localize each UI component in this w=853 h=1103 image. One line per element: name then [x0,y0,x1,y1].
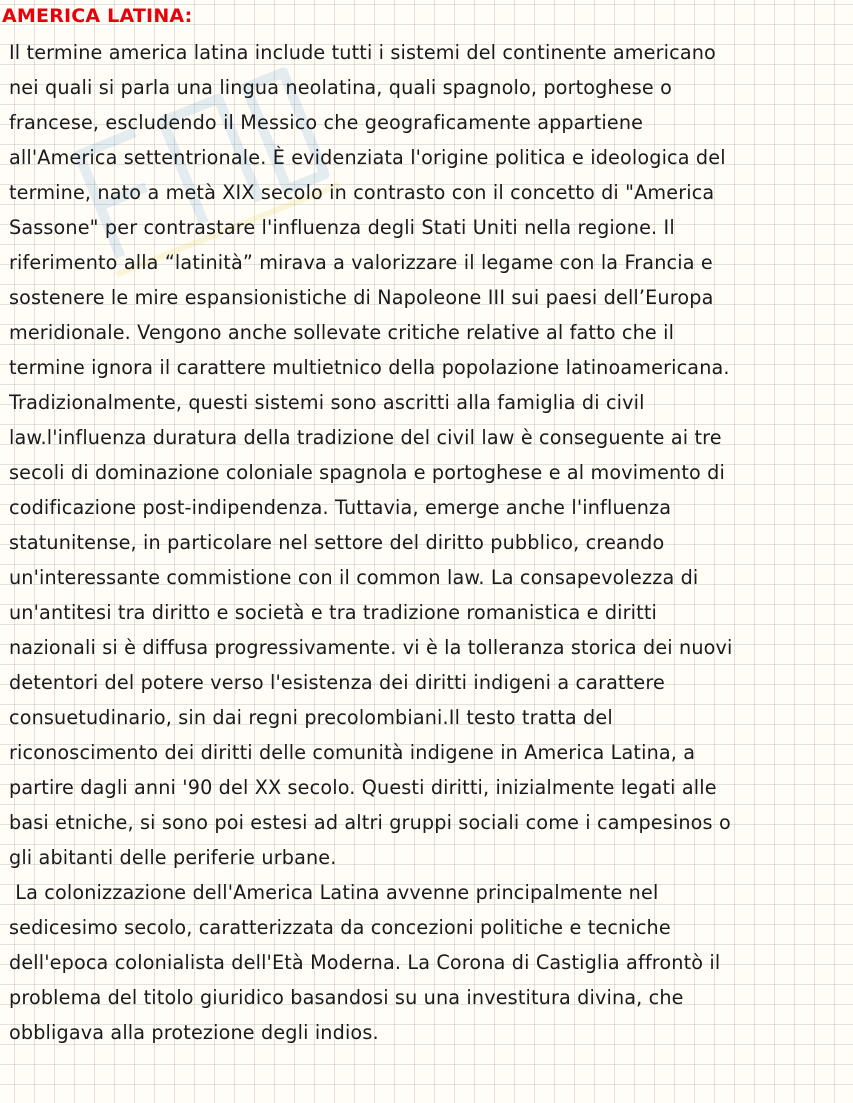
text-line: all'America settentrionale. È evidenziata l'origine politica e ideologica del [9,146,726,169]
text-line: termine ignora il carattere multietnico della popolazione latinoamericana. [9,356,730,379]
text-line: detentori del potere verso l'esistenza dei diritti indigeni a carattere [9,671,665,694]
text-line: secoli di dominazione coloniale spagnola e portoghese e al movimento di [9,461,725,484]
text-line: nei quali si parla una lingua neolatina, quali spagnolo, portoghese o [9,76,673,99]
text-line: obbligava alla protezione degli indios. [9,1021,379,1044]
text-line: meridionale. Vengono anche sollevate critiche relative al fatto che il [9,321,675,344]
text-line: codificazione post-indipendenza. Tuttavia, emerge anche l'influenza [9,496,672,519]
body-text [9,35,849,1050]
text-line: un'antitesi tra diritto e società e tra tradizione romanistica e diritti [9,601,657,624]
text-line: riferimento alla “latinità” mirava a valorizzare il legame con la Francia e [9,251,713,274]
text-line: Il termine america latina include tutti i sistemi del continente americano [9,41,716,64]
text-line: consuetudinario, sin dai regni precolombiani.Il testo tratta del [9,706,613,729]
text-line: sostenere le mire espansionistiche di Napoleone III sui paesi dell’Europa [9,286,714,309]
text-line: statunitense, in particolare nel settore del diritto pubblico, creando [9,531,665,554]
text-line: dell'epoca colonialista dell'Età Moderna. La Corona di Castiglia affrontò il [9,951,721,974]
text-line: partire dagli anni '90 del XX secolo. Questi diritti, inizialmente legati alle [9,776,717,799]
text-line: basi etniche, si sono poi estesi ad altri gruppi sociali come i campesinos o [9,811,731,834]
text-line: Tradizionalmente, questi sistemi sono ascritti alla famiglia di civil [9,391,645,414]
text-line: francese, escludendo il Messico che geograficamente appartiene [9,111,644,134]
text-line: un'interessante commistione con il common law. La consapevolezza di [9,566,699,589]
page-title: AMERICA LATINA: [2,5,193,27]
text-line: problema del titolo giuridico basandosi su una investitura divina, che [9,986,684,1009]
text-line: sedicesimo secolo, caratterizzata da concezioni politiche e tecniche [9,916,671,939]
text-line: La colonizzazione dell'America Latina avvenne principalmente nel [9,881,659,904]
text-line: riconoscimento dei diritti delle comunità indigene in America Latina, a [9,741,696,764]
text-line: nazionali si è diffusa progressivamente. vi è la tolleranza storica dei nuovi [9,636,733,659]
text-line: termine, nato a metà XIX secolo in contrasto con il concetto di "America [9,181,715,204]
text-line: law.l'influenza duratura della tradizione del civil law è conseguente ai tre [9,426,722,449]
text-line: gli abitanti delle periferie urbane. [9,846,337,869]
text-line: Sassone" per contrastare l'influenza degli Stati Uniti nella regione. Il [9,216,675,239]
